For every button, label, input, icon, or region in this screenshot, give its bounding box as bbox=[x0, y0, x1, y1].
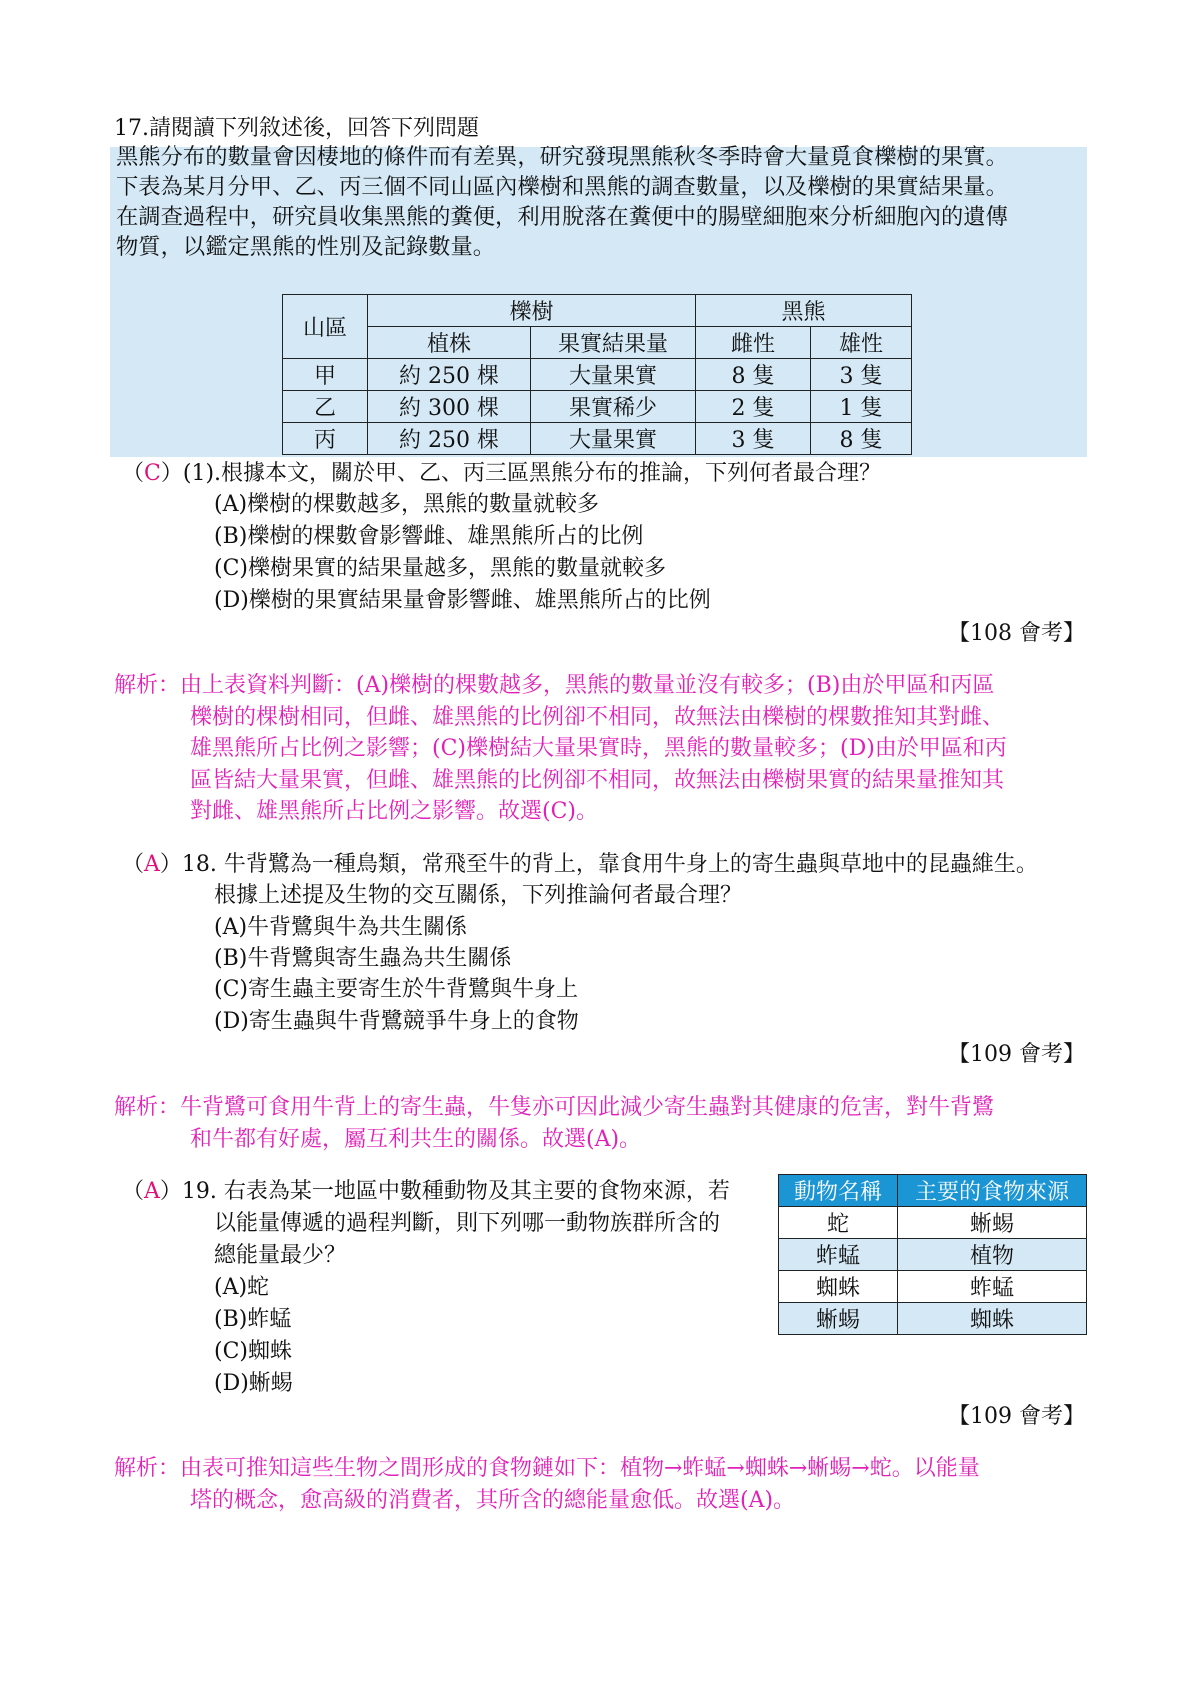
option: (A)蛇 bbox=[214, 1275, 270, 1300]
answer-paren-open: （ bbox=[122, 1179, 145, 1204]
q18-answer: A bbox=[144, 852, 160, 877]
option: (D)櫟樹的果實結果量會影響雌、雄黑熊所占的比例 bbox=[214, 588, 711, 613]
table-cell: 甲 bbox=[283, 359, 368, 391]
q17-sub1-stem: (1).根據本文，關於甲、乙、丙三區黑熊分布的推論，下列何者最合理？ bbox=[182, 461, 882, 486]
option: (D)蜥蜴 bbox=[214, 1371, 293, 1396]
table-header-bear: 黑熊 bbox=[696, 295, 912, 327]
table-cell: 大量果實 bbox=[531, 359, 696, 391]
option: (D)寄生蟲與牛背鷺競爭牛身上的食物 bbox=[214, 1009, 579, 1034]
q17-answer: C bbox=[144, 461, 161, 486]
option: (A)櫟樹的棵數越多，黑熊的數量就較多 bbox=[214, 492, 600, 517]
food-source-table bbox=[778, 1174, 1087, 1335]
answer-paren-close: ） bbox=[160, 461, 183, 486]
table-cell: 約 250 棵 bbox=[368, 423, 531, 455]
table-row bbox=[283, 391, 912, 423]
q19-analysis-line: 塔的概念，愈高級的消費者，其所含的總能量愈低。故選(A)。 bbox=[190, 1488, 796, 1513]
passage-line: 下表為某月分甲、乙、丙三個不同山區內櫟樹和黑熊的調查數量，以及櫟樹的果實結果量。 bbox=[116, 174, 1008, 200]
option: (C)蜘蛛 bbox=[214, 1339, 292, 1364]
table-cell: 蜥蜴 bbox=[779, 1303, 898, 1335]
table-row bbox=[283, 359, 912, 391]
table-header-plants: 植株 bbox=[368, 327, 531, 359]
passage-line: 黑熊分布的數量會因棲地的條件而有差異，研究發現黑熊秋冬季時會大量覓食櫟樹的果實。 bbox=[116, 144, 1008, 170]
table-cell: 蛇 bbox=[779, 1207, 898, 1239]
q17-sub1-stem-line bbox=[122, 458, 881, 490]
q17-title: 17.請閱讀下列敘述後，回答下列問題 bbox=[114, 116, 479, 141]
answer-paren-close: ） bbox=[159, 852, 182, 877]
option: (A)牛背鷺與牛為共生關係 bbox=[214, 915, 468, 940]
table-cell: 1 隻 bbox=[811, 391, 912, 423]
table-header-fruit: 果實結果量 bbox=[531, 327, 696, 359]
table-cell: 丙 bbox=[283, 423, 368, 455]
q19-stem: 19. 右表為某一地區中數種動物及其主要的食物來源，若 bbox=[181, 1179, 730, 1204]
q19-stem-line bbox=[122, 1176, 730, 1208]
table-header-oak: 櫟樹 bbox=[368, 295, 696, 327]
table-header-food: 主要的食物來源 bbox=[898, 1175, 1087, 1207]
passage-line: 在調查過程中，研究員收集黑熊的糞便，利用脫落在糞便中的腸壁細胞來分析細胞內的遺傳 bbox=[116, 204, 1008, 230]
table-cell: 3 隻 bbox=[811, 359, 912, 391]
table-cell: 約 300 棵 bbox=[368, 391, 531, 423]
oak-bear-table bbox=[282, 294, 912, 455]
table-row bbox=[779, 1239, 1087, 1271]
table-cell: 植物 bbox=[898, 1239, 1087, 1271]
option: (B)牛背鷺與寄生蟲為共生關係 bbox=[214, 946, 512, 971]
table-cell: 蚱蜢 bbox=[898, 1271, 1087, 1303]
table-cell: 2 隻 bbox=[696, 391, 811, 423]
q17-source: 【108 會考】 bbox=[948, 621, 1085, 646]
table-header-area: 山區 bbox=[283, 295, 368, 359]
table-cell: 3 隻 bbox=[696, 423, 811, 455]
q19-source: 【109 會考】 bbox=[948, 1404, 1085, 1429]
table-cell: 果實稀少 bbox=[531, 391, 696, 423]
table-cell: 蚱蜢 bbox=[779, 1239, 898, 1271]
answer-paren-open: （ bbox=[122, 461, 145, 486]
table-cell: 8 隻 bbox=[696, 359, 811, 391]
table-cell: 乙 bbox=[283, 391, 368, 423]
table-row bbox=[283, 423, 912, 455]
passage-line: 物質，以鑑定黑熊的性別及記錄數量。 bbox=[116, 234, 496, 260]
table-cell: 蜘蛛 bbox=[779, 1271, 898, 1303]
q18-analysis-line: 解析：牛背鷺可食用牛背上的寄生蟲，牛隻亦可因此減少寄生蟲對其健康的危害，對牛背鷺 bbox=[114, 1095, 995, 1120]
option: (B)櫟樹的棵數會影響雌、雄黑熊所占的比例 bbox=[214, 524, 644, 549]
q17-analysis-line: 區皆結大量果實，但雌、雄黑熊的比例卻不相同，故無法由櫟樹果實的結果量推知其 bbox=[190, 768, 1005, 793]
q19-stem-continued: 總能量最少？ bbox=[214, 1243, 347, 1268]
table-row bbox=[779, 1271, 1087, 1303]
table-row bbox=[779, 1303, 1087, 1335]
q17-analysis-line: 對雌、雄黑熊所占比例之影響。故選(C)。 bbox=[190, 799, 599, 824]
answer-paren-close: ） bbox=[159, 1179, 182, 1204]
answer-paren-open: （ bbox=[122, 852, 145, 877]
table-cell: 8 隻 bbox=[811, 423, 912, 455]
q19-answer: A bbox=[144, 1179, 160, 1204]
table-header-female: 雌性 bbox=[696, 327, 811, 359]
q19-stem-continued: 以能量傳遞的過程判斷，則下列哪一動物族群所含的 bbox=[214, 1211, 721, 1236]
q17-analysis-line: 雄黑熊所占比例之影響；(C)櫟樹結大量果實時，黑熊的數量較多；(D)由於甲區和丙 bbox=[190, 736, 1007, 761]
option: (B)蚱蜢 bbox=[214, 1307, 292, 1332]
option: (C)寄生蟲主要寄生於牛背鷺與牛身上 bbox=[214, 977, 579, 1002]
table-cell: 蜘蛛 bbox=[898, 1303, 1087, 1335]
q18-stem-line bbox=[122, 849, 1038, 881]
q18-source: 【109 會考】 bbox=[948, 1042, 1085, 1067]
q18-stem-continued: 根據上述提及生物的交互關係，下列推論何者最合理？ bbox=[214, 883, 743, 908]
table-header-male: 雄性 bbox=[811, 327, 912, 359]
q19-analysis-line: 解析：由表可推知這些生物之間形成的食物鏈如下：植物→蚱蜢→蜘蛛→蜥蜴→蛇。以能量 bbox=[114, 1456, 980, 1481]
q17-analysis-line: 櫟樹的棵樹相同，但雌、雄黑熊的比例卻不相同，故無法由櫟樹的棵數推知其對雌、 bbox=[190, 705, 1005, 730]
option: (C)櫟樹果實的結果量越多，黑熊的數量就較多 bbox=[214, 556, 667, 581]
table-cell: 大量果實 bbox=[531, 423, 696, 455]
q18-analysis-line: 和牛都有好處，屬互利共生的關係。故選(A)。 bbox=[190, 1127, 642, 1152]
q17-analysis-line: 解析：由上表資料判斷：(A)櫟樹的棵數越多，黑熊的數量並沒有較多；(B)由於甲區和丙區 bbox=[114, 673, 995, 698]
table-cell: 蜥蜴 bbox=[898, 1207, 1087, 1239]
table-header-animal: 動物名稱 bbox=[779, 1175, 898, 1207]
table-row bbox=[779, 1207, 1087, 1239]
table-cell: 約 250 棵 bbox=[368, 359, 531, 391]
q18-stem: 18. 牛背鷺為一種鳥類，常飛至牛的背上，靠食用牛身上的寄生蟲與草地中的昆蟲維生。 bbox=[181, 852, 1038, 877]
